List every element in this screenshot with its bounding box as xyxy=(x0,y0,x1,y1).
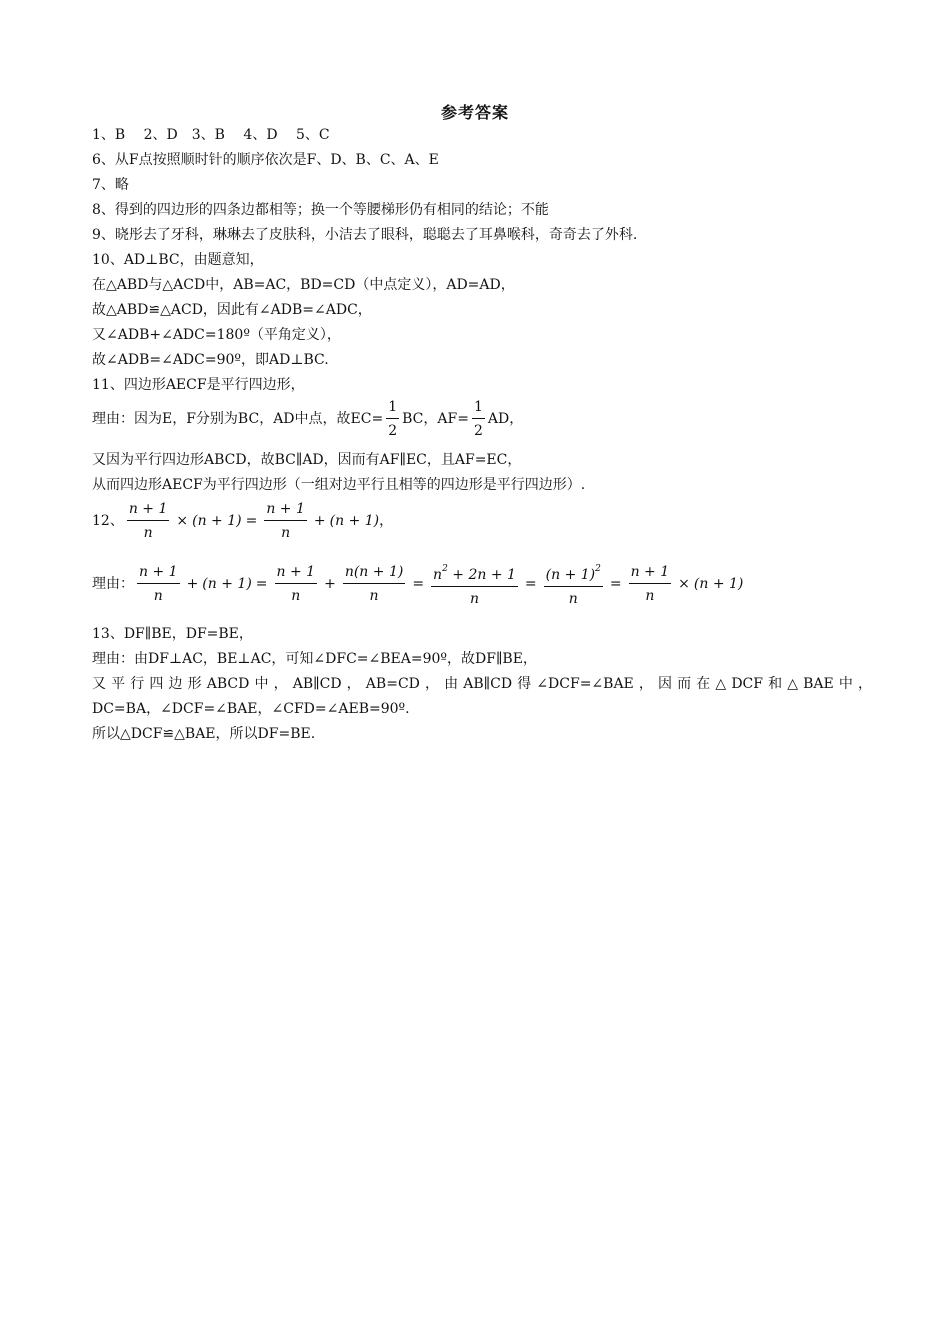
answer-11-reason-mid: BC，AF= xyxy=(402,411,469,427)
answer-13-line-4: DC=BA，∠DCF=∠BAE，∠CFD=∠AEB=90º. xyxy=(92,701,410,717)
answer-10-line-4: 又∠ADB+∠ADC=180º（平角定义）， xyxy=(92,327,341,343)
answer-13-line-5: 所以△DCF≌△BAE，所以DF=BE. xyxy=(92,726,316,742)
answer-12-reason: 理由： $\frac{n + 1}{n}$ + (n + 1) = $\frac{n + 1}{n}$ + $\frac{n(n + 1)}{n}$ = $\frac{n^2 + 2n + 1}{n}$ = $\frac{(n + 1)^2}{n}$ = $\frac{n + 1}{n}$ × (n + 1) xyxy=(92,560,743,608)
answer-10-line-3: 故△ABD≌△ACD，因此有∠ADB=∠ADC， xyxy=(92,302,372,318)
answer-8: 8、得到的四边形的四条边都相等；换一个等腰梯形仍有相同的结论；不能 xyxy=(92,202,549,218)
answer-11-line-3: 又因为平行四边形ABCD，故BC∥AD，因而有AF∥EC，且AF=EC， xyxy=(92,452,522,468)
answer-11-line-4: 从而四边形AECF为平行四边形（一组对边平行且相等的四边形是平行四边形）. xyxy=(92,477,586,493)
answer-10-line-1: 10、AD⊥BC，由题意知， xyxy=(92,252,264,268)
page-title: 参考答案 xyxy=(440,103,509,122)
fraction-n-squared-plus-2n-plus-1-over-n: $\frac{n^2 + 2n + 1}{n}$ xyxy=(431,560,518,608)
fraction-one-half-af: $\frac{1}{2}$ xyxy=(473,399,483,439)
answer-11-line-2 xyxy=(92,398,523,440)
answer-9: 9、晓彤去了牙科，琳琳去了皮肤科，小洁去了眼科，聪聪去了耳鼻喉科，奇奇去了外科. xyxy=(92,227,638,243)
answer-13-line-1: 13、DF∥BE，DF=BE， xyxy=(92,626,253,642)
fraction-n-plus-1-over-n: $\frac{n + 1}{n}$ xyxy=(266,501,305,541)
answer-12-label: 12、 xyxy=(92,513,124,529)
fraction-n-times-n-plus-1-over-n: $\frac{n(n + 1)}{n}$ xyxy=(344,564,404,604)
fraction-n-plus-1-over-n: $\frac{n + 1}{n}$ xyxy=(630,564,670,604)
answer-6: 6、从F点按照顺时针的顺序依次是F、D、B、C、A、E xyxy=(92,152,439,168)
fraction-n-plus-1-over-n: $\frac{n + 1}{n}$ xyxy=(128,501,168,541)
answer-11-reason-pre: 理由：因为E，F分别为BC，AD中点，故EC= xyxy=(92,411,384,427)
answer-12-reason-label: 理由： xyxy=(92,576,134,592)
answer-13-line-3: 又平行四边形ABCD中，AB∥CD，AB=CD，由AB∥CD得∠DCF=∠BAE，因而在△DCF和△BAE中， xyxy=(92,676,872,692)
fraction-one-half-ec: $\frac{1}{2}$ xyxy=(388,399,398,439)
answer-11-reason-post: AD， xyxy=(487,411,524,427)
answer-1-5: 1、B 2、D 3、B 4、D 5、C xyxy=(92,127,330,143)
answer-10-line-5: 故∠ADB=∠ADC=90º，即AD⊥BC. xyxy=(92,352,329,368)
answer-10-line-2: 在△ABD与△ACD中，AB=AC，BD=CD（中点定义），AD=AD， xyxy=(92,277,515,293)
answer-12-formula: 12、 $\frac{n + 1}{n}$ × (n + 1) = $\frac{n + 1}{n}$ + (n + 1)， xyxy=(92,501,394,541)
fraction-n-plus-1-squared-over-n: $\frac{(n + 1)^2}{n}$ xyxy=(544,560,603,608)
answer-13-line-2: 理由：由DF⊥AC，BE⊥AC，可知∠DFC=∠BEA=90º，故DF∥BE， xyxy=(92,651,537,667)
fraction-n-plus-1-over-n: $\frac{n + 1}{n}$ xyxy=(276,564,316,604)
answer-11-line-1: 11、四边形AECF是平行四边形， xyxy=(92,377,305,393)
answer-7: 7、略 xyxy=(92,177,129,193)
fraction-n-plus-1-over-n: $\frac{n + 1}{n}$ xyxy=(139,564,178,604)
